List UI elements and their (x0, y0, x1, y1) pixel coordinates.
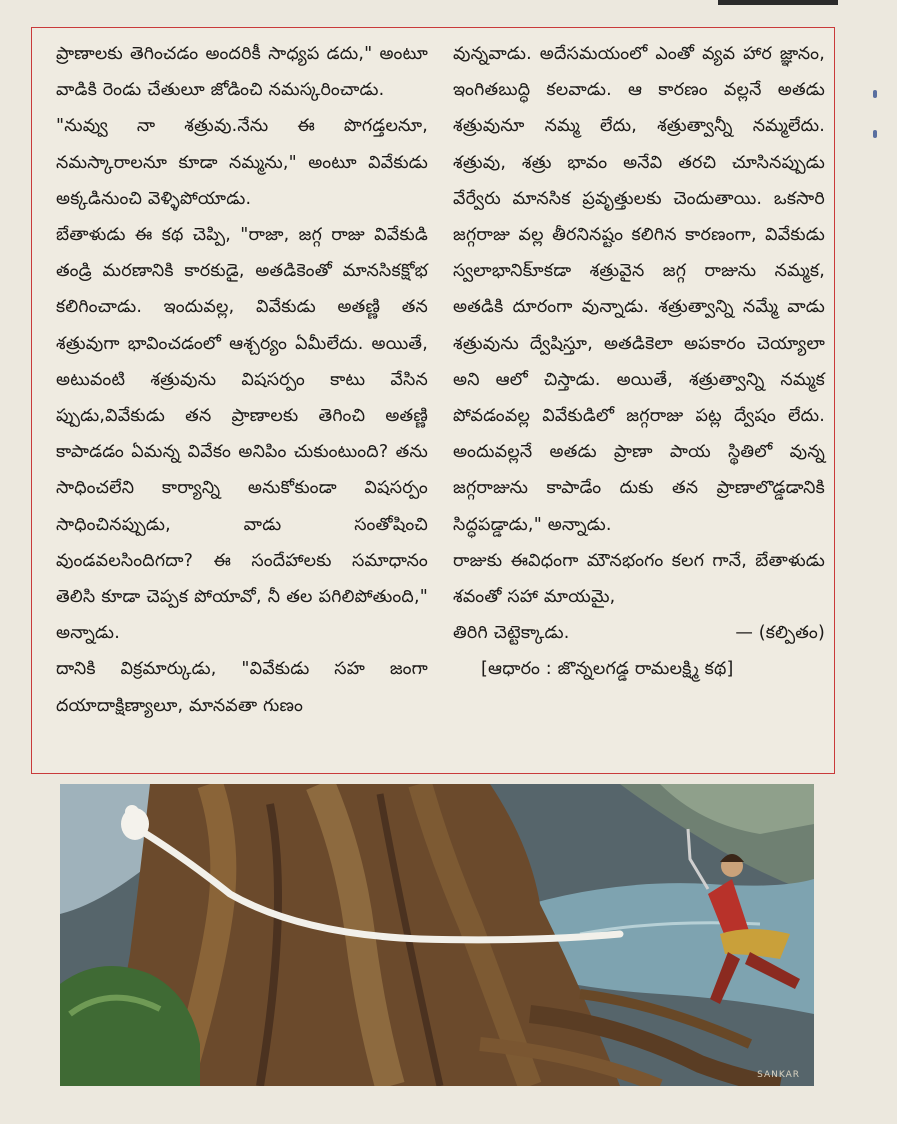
story-source: [ఆధారం : జొన్నలగడ్డ రామలక్ష్మి కథ] (481, 659, 734, 680)
story-text-frame (31, 27, 835, 774)
paragraph: ప్రాణాలకు తెగించడం అందరికీ సాధ్యప డదు," అంటూ వాడికి రెండు చేతులూ జోడించి నమస్కరించాడు. (56, 44, 428, 101)
scan-edge-mark (873, 90, 877, 98)
closing-line (453, 615, 825, 651)
paragraph: దానికి విక్రమార్కుడు, "వివేకుడు సహ జంగా దయాదాక్షిణ్యాలూ, మానవతా గుణం (56, 659, 428, 716)
scan-edge-mark (718, 0, 838, 5)
paragraph: వున్నవాడు. అదేసమయంలో ఎంతో వ్యవ హార జ్ఞానం, ఇంగితబుద్ధి కలవాడు. ఆ కారణం వల్లనే అతడు శత్రువునూ నమ్మ లేదు, శత్రుత్వాన్నీ నమ్మలేదు. శత్రువు, శత్రు భావం అనేవి తరచి చూసినప్పుడు వేర్వేరు మానసిక ప్రవృత్తులకు చెందుతాయి. ఒకసారి జగ్గరాజు వల్ల తీరనినష్టం కలిగిన కారణంగా, వివేకుడు స్వలాభానికూ్కడా శత్రువైన జగ్గ రాజును నమ్మక, అతడికి దూరంగా వున్నాడు. శత్రుత్వాన్ని నమ్మే వాడు శత్రువును ద్వేషిస్తూ, అతడికెలా అపకారం చెయ్యాలా అని ఆలో చిస్తాడు. అయితే, శత్రుత్వాన్ని నమ్మక పోవడంవల్ల వివేకుడిలో జగ్గరాజు పట్ల ద్వేషం లేదు. అందువల్లనే అతడు ప్రాణా పాయ స్థితిలో వున్న జగ్గరాజును కాపాడేం దుకు తన ప్రాణాలొడ్డడానికి సిద్ధపడ్డాడు," అన్నాడు. (453, 44, 825, 535)
forest-scene-image (60, 784, 814, 1086)
artist-signature: SANKAR (757, 1070, 800, 1080)
right-text-column (453, 36, 825, 688)
story-credit: — (కల్పితం) (735, 623, 825, 644)
paragraph: రాజుకు ఈవిధంగా మౌనభంగం కలగ గానే, బేతాళుడు శవంతో సహా మాయమై, (453, 550, 825, 608)
story-illustration (60, 784, 814, 1086)
paragraph: "నువ్వు నా శత్రువు.నేను ఈ పొగడ్తలనూ, నమస్కారాలనూ కూడా నమ్మను," అంటూ వివేకుడు అక్కడినుంచి వెళ్ళిపోయాడు. (56, 116, 428, 209)
scan-edge-mark (873, 130, 877, 138)
paragraph: బేతాళుడు ఈ కథ చెప్పి, "రాజా, జగ్గ రాజు వివేకుడి తండ్రి మరణానికి కారకుడై, అతడికెంతో మానసికక్షోభ కలిగించాడు. ఇందువల్ల, వివేకుడు అతణ్ణి తన శత్రువుగా భావించడంలో ఆశ్చర్యం ఏమీలేదు. అయితే, అటువంటి శత్రువును విషసర్పం కాటు వేసిన ప్పుడు,వివేకుడు తన ప్రాణాలకు తెగించి అతణ్ణి కాపాడడం ఏమన్న వివేకం అనిపిం చుకుంటుంది? తను సాధించలేని కార్యాన్ని అనుకోకుండా విషసర్పం సాధించినప్పుడు, వాడు సంతోషించి వుండవలసిందిగదా? ఈ సందేహాలకు సమాధానం తెలిసి కూడా చెప్పక పోయావో, నీ తల పగిలిపోతుంది," అన్నాడు. (56, 225, 428, 644)
left-text-column (56, 36, 428, 724)
closing-text: తిరిగి చెట్టెక్కాడు. (453, 623, 570, 644)
